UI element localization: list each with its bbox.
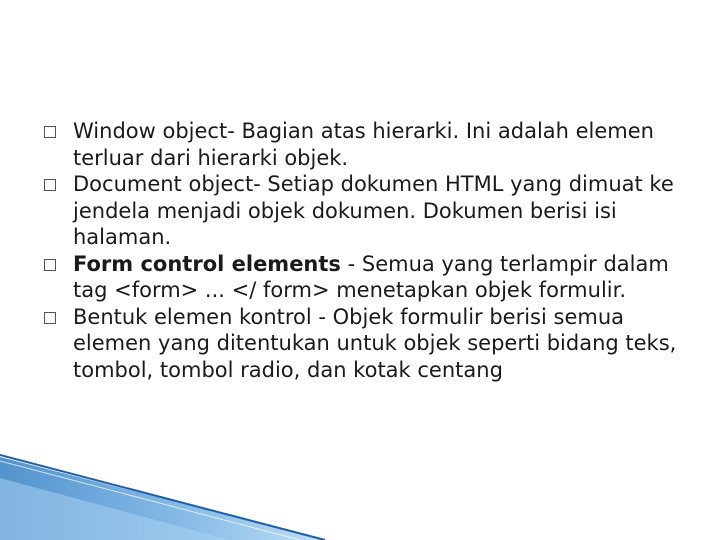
bullet-text: - Semua yang terlampir dalam tag <form> ... </ form> menetapkan objek formulir. — [73, 251, 669, 302]
bullet-text: Window object- Bagian atas hierarki. Ini adalah elemen terluar dari hierarki objek. — [73, 119, 654, 170]
bullet-text: Bentuk elemen kontrol - Objek formulir berisi semua elemen yang ditentukan untuk objek seperti bidang teks, tombol, tombol radio, dan kotak centang — [73, 304, 677, 382]
checkbox-bullet-icon — [44, 259, 56, 271]
bullet-form-control-elements — [44, 251, 684, 304]
bullet-window-object — [44, 118, 684, 171]
bullet-list — [44, 118, 684, 383]
bullet-emphasis: Form control elements — [73, 251, 341, 276]
checkbox-bullet-icon — [44, 312, 56, 324]
bullet-bentuk-elemen-kontrol — [44, 304, 684, 384]
bullet-document-object — [44, 171, 684, 251]
checkbox-bullet-icon — [44, 179, 56, 191]
bullet-text: Document object- Setiap dokumen HTML yang dimuat ke jendela menjadi objek dokumen. Dokumen berisi isi halaman. — [73, 172, 674, 249]
checkbox-bullet-icon — [44, 126, 56, 138]
